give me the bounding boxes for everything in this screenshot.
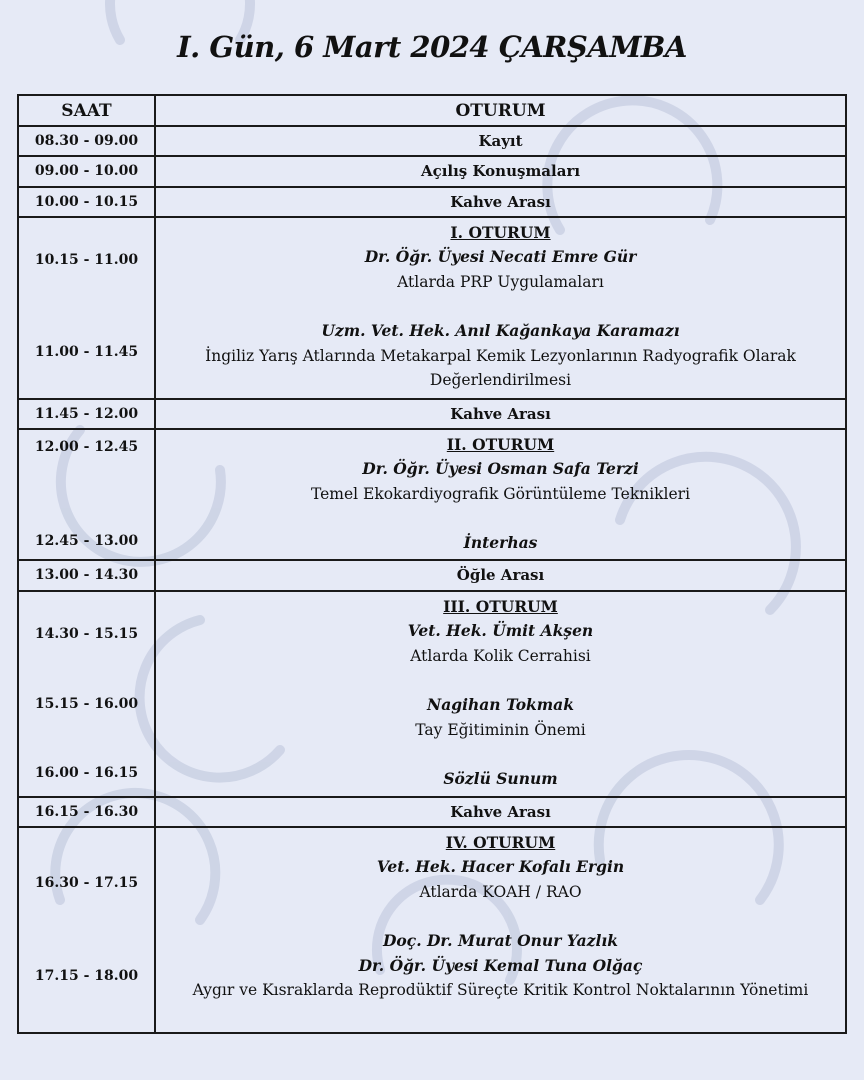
schedule-table — [17, 94, 847, 1034]
event-cell: Kahve Arası — [155, 187, 846, 217]
event-cell: Kahve Arası — [155, 797, 846, 827]
time-slot: 16.00 - 16.15 — [34, 764, 139, 781]
talk-topic: Tay Eğitiminin Önemi — [415, 720, 586, 739]
table-row — [18, 187, 846, 217]
speaker: Sözlü Sunum — [443, 769, 558, 789]
session-content — [155, 591, 846, 797]
talk-topic: Aygır ve Kısraklarda Reprodüktif Süreçte Kritik Kontrol Noktalarının Yönetimi — [192, 981, 809, 1000]
time-cell: 09.00 - 10.00 — [18, 156, 155, 186]
session-row — [18, 217, 846, 399]
talk-topic: Atlarda KOAH / RAO — [419, 882, 582, 901]
speaker: Nagihan Tokmak — [427, 695, 574, 715]
time-slot: 14.30 - 15.15 — [34, 625, 139, 642]
table-header-row — [18, 95, 846, 126]
time-cell: 13.00 - 14.30 — [18, 560, 155, 590]
session-heading: I. OTURUM — [450, 222, 551, 242]
speaker: Dr. Öğr. Üyesi Necati Emre Gür — [364, 247, 637, 267]
speaker: Vet. Hek. Ümit Akşen — [407, 621, 594, 641]
time-slot: 16.30 - 17.15 — [34, 874, 139, 891]
speaker: Vet. Hek. Hacer Kofalı Ergin — [376, 857, 625, 877]
speaker: Doç. Dr. Murat Onur Yazlık — [382, 931, 618, 951]
time-slot: 17.15 - 18.00 — [34, 967, 139, 984]
table-row — [18, 399, 846, 429]
table-row — [18, 797, 846, 827]
time-cell — [18, 429, 155, 560]
time-slot: 15.15 - 16.00 — [34, 695, 139, 712]
time-slot: 12.45 - 13.00 — [34, 532, 139, 549]
table-row — [18, 560, 846, 590]
talk-topic: Atlarda Kolik Cerrahisi — [410, 646, 591, 665]
speaker: Uzm. Vet. Hek. Anıl Kağankaya Karamazı — [321, 321, 680, 341]
session-content — [155, 429, 846, 560]
session-content — [155, 827, 846, 1033]
time-cell: 16.15 - 16.30 — [18, 797, 155, 827]
speaker: İnterhas — [463, 533, 538, 553]
page-title: I. Gün, 6 Mart 2024 ÇARŞAMBA — [177, 30, 687, 64]
time-cell — [18, 591, 155, 797]
time-cell: 08.30 - 09.00 — [18, 126, 155, 156]
talk-topic: Atlarda PRP Uygulamaları — [397, 272, 604, 291]
time-slot: 12.00 - 12.45 — [34, 438, 139, 455]
time-cell — [18, 217, 155, 399]
talk-topic: Temel Ekokardiyografik Görüntüleme Teknikleri — [310, 484, 691, 503]
time-slot: 10.15 - 11.00 — [34, 251, 139, 268]
speaker: Dr. Öğr. Üyesi Osman Safa Terzi — [362, 459, 639, 479]
time-cell — [18, 827, 155, 1033]
session-heading: III. OTURUM — [443, 596, 558, 616]
time-cell: 11.45 - 12.00 — [18, 399, 155, 429]
session-heading: IV. OTURUM — [445, 832, 556, 852]
session-row — [18, 429, 846, 560]
talk-topic: İngiliz Yarış Atlarında Metakarpal Kemik Lezyonlarının Radyografik Olarak Değerlendirilmesi — [205, 346, 796, 390]
event-cell: Açılış Konuşmaları — [155, 156, 846, 186]
session-content — [155, 217, 846, 399]
header-session: OTURUM — [155, 95, 846, 126]
event-cell: Kahve Arası — [155, 399, 846, 429]
session-row — [18, 591, 846, 797]
session-row — [18, 827, 846, 1033]
event-cell: Kayıt — [155, 126, 846, 156]
time-slot: 11.00 - 11.45 — [34, 343, 139, 360]
table-row — [18, 156, 846, 186]
speaker: Dr. Öğr. Üyesi Kemal Tuna Olğaç — [358, 955, 643, 975]
header-time: SAAT — [18, 95, 155, 126]
session-heading: II. OTURUM — [446, 434, 555, 454]
table-row — [18, 126, 846, 156]
event-cell: Öğle Arası — [155, 560, 846, 590]
time-cell: 10.00 - 10.15 — [18, 187, 155, 217]
